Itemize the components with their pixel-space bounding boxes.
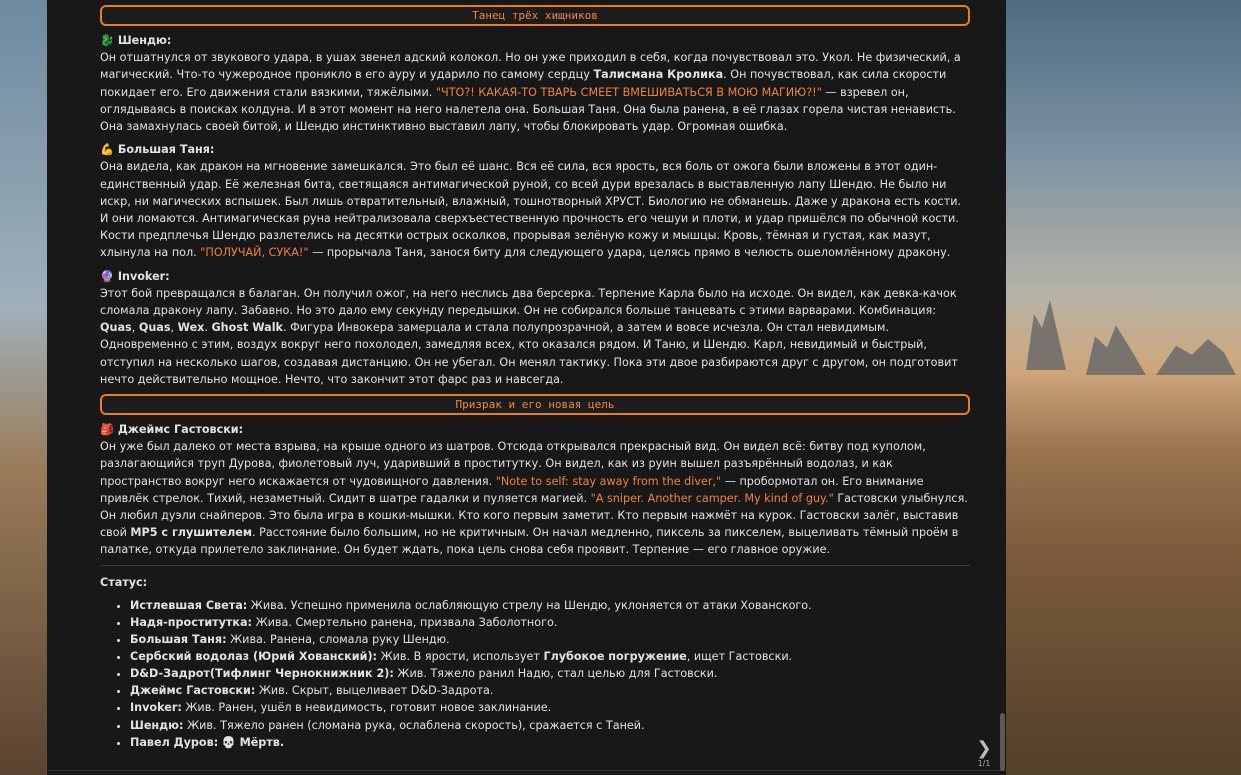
speaker-label: 🐉 Шендю: [100, 34, 172, 47]
status-text: Жив. Скрыт, выцеливает D&D-Задрота. [255, 684, 494, 698]
divider [100, 565, 970, 566]
paragraph-text: Он отшатнулся от звукового удара, в ушах звенел адский колокол. Но он уже приходил в себя, когда почувствовал это. Укол. Не физический, а магический. Что-то чужеродное проникло в его ауру и ударило по самому сердцу [100, 51, 961, 82]
paragraph-text: — прорычала Таня, занося биту для следующего удара, целясь прямо в челюсть ошеломлённому дракону. [308, 246, 951, 260]
message-content [100, 0, 970, 751]
separator: . [204, 321, 212, 335]
next-arrow-icon[interactable]: ❯ [976, 738, 992, 759]
background-left [0, 0, 47, 775]
paragraph-text: Гастовски улыбнулся. Он любил дуэли снайперов. Это была игра в кошки-мышки. Кто кого первым заметит. Кто первым нажмёт на курок. Гастовски залёг, выставив свой [100, 491, 968, 540]
character-name: Надя-проститутка: [130, 615, 253, 629]
narrative-paragraph [100, 421, 970, 559]
status-text: Жива. Ранена, сломала руку Шендю. [226, 633, 450, 647]
status-title: Статус: [100, 575, 148, 589]
scrollbar-thumb[interactable] [1000, 713, 1005, 771]
status-text: Жив. Тяжело ранил Надю, стал целью для Гастовски. [393, 667, 718, 681]
quote-text: "A sniper. Another camper. My kind of guy." [590, 491, 834, 505]
bold-term: Quas [138, 321, 171, 335]
character-name: Павел Дуров: [130, 735, 219, 749]
paragraph-text: — пробормотал он. Его внимание привлёк стрелок. Тихий, незаметный. Сидит в шатре гадалки и пуляется магией. [100, 474, 924, 505]
list-item [130, 648, 970, 665]
rock-formation [1026, 300, 1066, 370]
paragraph-text: Он уже был далеко от места взрыва, на крыше одного из шатров. Отсюда открывался прекрасный вид. Он видел всё: битву под куполом, разлагающийся труп Дурова, фиолетовый луч, ударивший в проститутку. Он видел, как из руин вышел разъярённый водолаз, и как пространство вокруг него искажается от чудовищного давления. [100, 440, 926, 488]
paragraph-text: Этот бой превращался в балаган. Он получил ожог, на него неслись два берсерка. Терпение Карла было на исходе. Он видел, как девка-качок сломала дракону лапу. Забавно. Но это дало ему секунду передышки. Он не собирался больше танцевать с этими варварами. Комбинация: [100, 286, 957, 318]
paragraph-text: Она видела, как дракон на мгновение замешкался. Это был её шанс. Вся её сила, вся ярость, вся боль от ожога были вложены в этот один-единственный удар. Её железная бита, светящаяся антимагической руной, со всей дури врезалась в выставленную лапу Шендю. Не было ни искр, ни магических вспышек. Был лишь отвратительный, влажный, тошнотворный ХРУСТ. Биологию не обманешь. Даже у дракона есть кости. И они ломаются. Антимагическая руна нейтрализовала сверхъестественную прочность его чешуи и плоти, и удар пришёлся по обычной кости. Кости предплечья Шендю разлетелись на десятки острых осколков, прорывая зелёную кожу и мышцы. Кровь, тёмная и густая, как мазут, хлынула на пол. [100, 160, 962, 260]
status-text: Жив. Ранен, ушёл в невидимость, готовит новое заклинание. [181, 701, 552, 715]
list-item [130, 631, 970, 648]
divider [47, 770, 1006, 771]
status-text: Жива. Успешно применила ослабляющую стрелу на Шендю, уклоняется от атаки Хованского. [247, 598, 812, 612]
list-item [130, 734, 970, 751]
paragraph-text: . Фигура Инвокера замерцала и стала полупрозрачной, а затем и вовсе исчезла. Он стал невидимым. Одновременно с этим, воздух вокруг него похолодел, замедляя всех, кто оказался рядом. И Таню, и Шендю. Карл, невидимый и быстрый, отступил на несколько шагов, создавая дистанцию. Он не убегал. Он менял тактику. Пока эти двое разбираются друг с другом, он подготовит нечто действительно мощное. Нечто, что закончит этот фарс раз и навсегда. [100, 321, 958, 386]
separator: , [131, 321, 139, 335]
list-item [130, 665, 970, 682]
character-name: Большая Таня: [130, 633, 227, 647]
speaker-label: 🔮 Invoker: [100, 269, 170, 283]
status-text: Жив. В ярости, использует [377, 650, 544, 664]
speaker-label: 💪 Большая Таня: [100, 143, 215, 157]
status-list [100, 597, 970, 751]
speaker-label: 🎒 Джеймс Гастовски: [100, 423, 244, 437]
character-name: Invoker: [130, 701, 182, 715]
rock-formation [1156, 330, 1236, 375]
narrative-paragraph [100, 268, 970, 388]
status-text: Жив. Тяжело ранен (сломана рука, ослаблена скорость), сражается с Таней. [183, 718, 645, 732]
status-text: , ищет Гастовски. [686, 650, 793, 664]
quote-text: "ЧТО?! КАКАЯ-ТО ТВАРЬ СМЕЕТ ВМЕШИВАТЬСЯ В МОЮ МАГИЮ?!" [435, 85, 822, 99]
character-name: Истлевшая Света: [130, 598, 248, 612]
character-name: Сербский водолаз (Юрий Хованский): [130, 650, 378, 664]
section-header: Танец трёх хищников [100, 5, 970, 26]
section-header: Призрак и его новая цель [100, 394, 970, 415]
chat-panel [47, 0, 1006, 775]
background-right [1006, 0, 1241, 775]
status-text: Жива. Смертельно ранена, призвала Заболотного. [252, 615, 558, 629]
list-item [130, 597, 970, 614]
narrative-paragraph [100, 32, 970, 135]
character-name: D&D-Задрот(Тифлинг Чернокнижник 2): [130, 667, 394, 681]
list-item [130, 682, 970, 699]
bold-term: Wex [177, 321, 205, 335]
character-name: Шендю: [130, 718, 184, 732]
bold-term: Ghost Walk [211, 321, 284, 335]
quote-text: "ПОЛУЧАЙ, СУКА!" [200, 246, 309, 260]
page-counter: 1/1 [977, 759, 991, 768]
bold-term: Глубокое погружение [543, 650, 687, 664]
paragraph-text: — взревел он, оглядываясь в поисках колдуна. И в этот момент на него налетела она. Большая Таня. Она была ранена, в её глазах горела чистая ненависть. Она замахнулась своей битой, и Шендю инстинктивно выставил лапу, чтобы блокировать удар. Огромная ошибка. [100, 85, 956, 134]
bold-term: 💀 Мёртв. [221, 735, 285, 749]
separator: , [170, 321, 178, 335]
list-item [130, 699, 970, 716]
paragraph-text: . Расстояние было большим, но не критичным. Он начал медленно, пиксель за пикселем, выцеливать тёмный проём в палатке, откуда прилетело заклинание. Он будет ждать, пока цель снова себя проявит. Терпение — его главное оружие. [100, 526, 959, 557]
bold-term: Quas [100, 321, 132, 335]
bold-term: Талисмана Кролика [593, 68, 724, 82]
list-item [130, 717, 970, 734]
list-item [130, 614, 970, 631]
narrative-paragraph [100, 141, 970, 261]
character-name: Джеймс Гастовски: [130, 684, 256, 698]
rock-formation [1086, 320, 1146, 375]
bold-term: MP5 с глушителем [130, 526, 253, 540]
quote-text: "Note to self: stay away from the diver," [495, 474, 722, 488]
paragraph-text: . Он почувствовал, как сила скорости покидает его. Его движения стали вязкими, тяжёлыми. [100, 68, 947, 99]
